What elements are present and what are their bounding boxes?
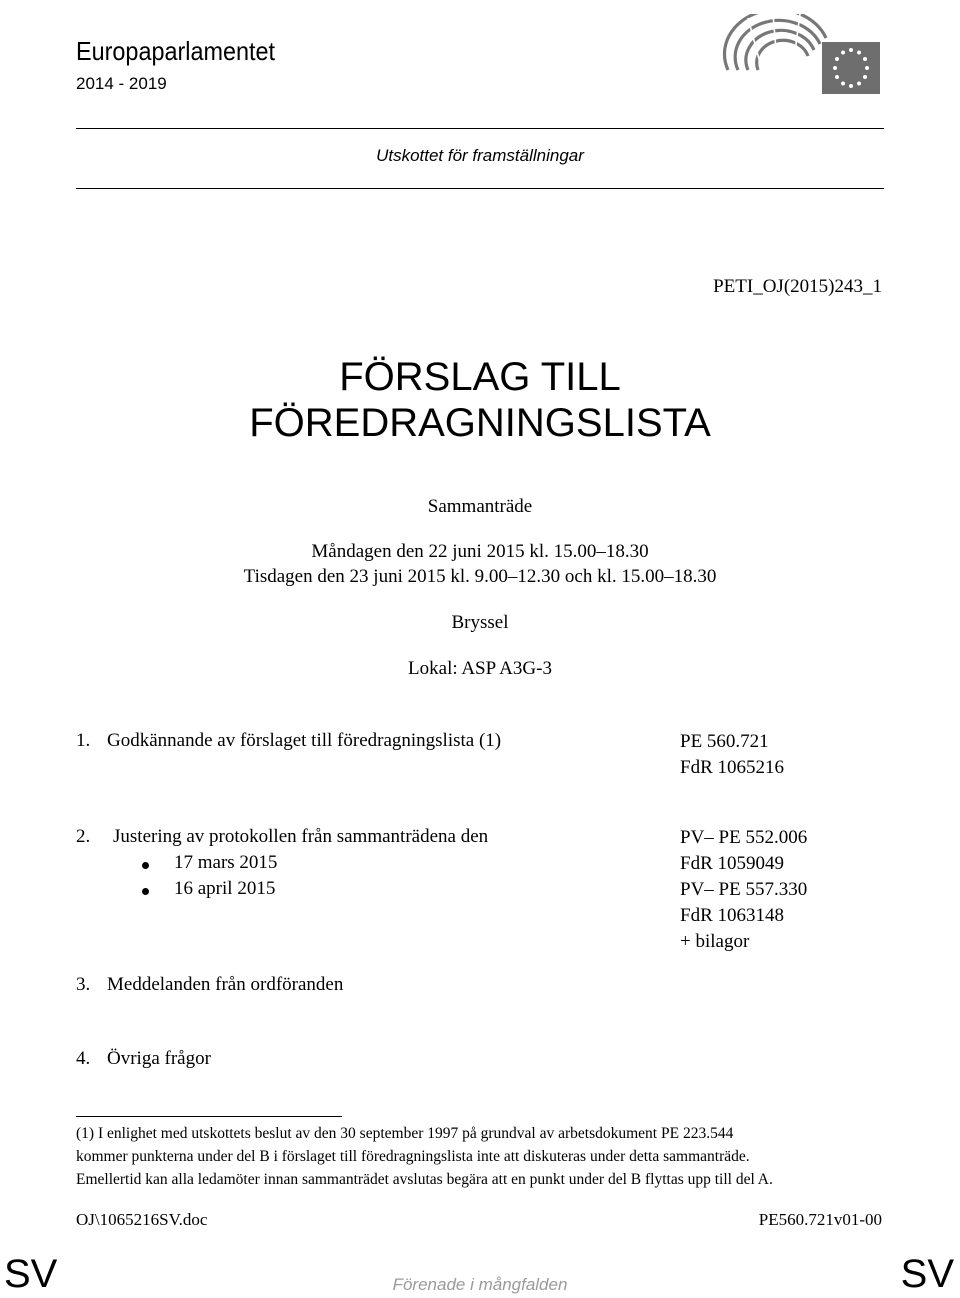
list-item: 17 mars 2015 (174, 852, 277, 878)
reference-line: FdR 1065216 (680, 757, 784, 778)
meeting-label: Sammanträde (427, 496, 533, 517)
meeting-room: Lokal: ASP A3G-3 (408, 658, 552, 679)
title-line-2: FÖREDRAGNINGSLISTA (249, 401, 711, 445)
meeting-city: Bryssel (451, 612, 509, 633)
reference-line: FdR 1063148 (680, 905, 784, 926)
document-filename: OJ\1065216SV.doc (76, 1210, 208, 1229)
agenda-item-2 (76, 826, 489, 848)
agenda-item-text: Meddelanden från ordföranden (107, 974, 344, 995)
committee-name: Utskottet för framställningar (376, 146, 584, 165)
agenda-item-number: 1. (76, 730, 91, 751)
agenda-item-number: 3. (76, 974, 91, 995)
meeting-date-2: Tisdagen den 23 juni 2015 kl. 9.00–12.30 och kl. 15.00–18.30 (243, 566, 717, 587)
language-code-left: SV (4, 1252, 58, 1296)
bullet-icon (142, 888, 149, 895)
title-line-1: FÖRSLAG TILL (339, 355, 621, 399)
document-reference: PETI_OJ(2015)243_1 (713, 276, 882, 297)
agenda-item-2-references (680, 825, 807, 955)
agenda-item-text: Godkännande av förslaget till föredragningslista (1) (107, 730, 502, 751)
header-divider (76, 128, 884, 129)
reference-line: + bilagor (680, 931, 750, 952)
reference-line: PE 560.721 (680, 731, 769, 752)
footnote-line: (1) I enlighet med utskottets beslut av den 30 september 1997 på grundval av arbetsdokument PE 223.544 (76, 1125, 734, 1142)
reference-line: PV– PE 557.330 (680, 879, 808, 900)
list-item: 16 april 2015 (174, 878, 277, 904)
document-code: PE560.721v01-00 (758, 1210, 882, 1229)
language-code-right: SV (900, 1252, 954, 1296)
reference-line: FdR 1059049 (680, 853, 784, 874)
european-parliament-logo (718, 14, 884, 96)
footnote (76, 1122, 888, 1191)
reference-line: PV– PE 552.006 (680, 827, 808, 848)
agenda-item-1-references (680, 729, 784, 781)
agenda-item-text: Justering av protokollen från sammanträdena den (113, 826, 489, 847)
footnote-line: Emellertid kan alla ledamöter innan sammanträdet avslutas begära att en punkt under del B flyttas upp till del A. (76, 1171, 773, 1188)
agenda-item-2-dates (174, 852, 277, 904)
committee-divider (76, 188, 884, 189)
footnote-line: kommer punkterna under del B i förslaget till föredragningslista inte att diskuteras under detta sammanträde. (76, 1148, 750, 1165)
agenda-item-4 (76, 1048, 211, 1070)
organization-name: Europaparlamentet (76, 36, 276, 66)
agenda-item-number: 4. (76, 1048, 91, 1069)
agenda-item-number: 2. (76, 826, 91, 847)
agenda-item-3 (76, 974, 344, 996)
parliamentary-term: 2014 - 2019 (76, 74, 167, 93)
agenda-item-text: Övriga frågor (107, 1048, 211, 1069)
agenda-item-1 (76, 730, 502, 752)
footnote-separator (76, 1116, 342, 1117)
eu-motto: Förenade i mångfalden (392, 1275, 568, 1294)
bullet-icon (142, 862, 149, 869)
meeting-date-1: Måndagen den 22 juni 2015 kl. 15.00–18.30 (311, 541, 649, 562)
page-title (0, 354, 960, 446)
